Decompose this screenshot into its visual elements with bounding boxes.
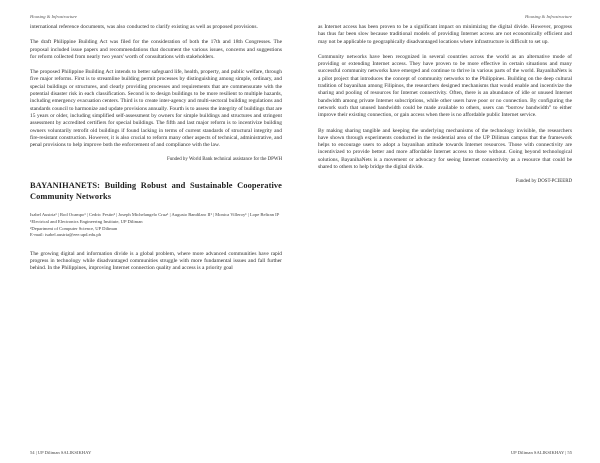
right-page-body [318, 24, 572, 171]
left-paragraph-3: The proposed Philippine Building Act intends to better safeguard life, health, property, and public welfare, through five major reforms. First is to streamline building permit processes by distinguishing among simple, ordinary, and special buildings or structures, and clearly providing processes and requirements that are commensurate with the potential disaster risk in each classification. Second is to design buildings to be more resilient to multiple hazards, including emergency evacuation centers. Third is to create inter-agency and multi-sectoral building regulations and standards council to harmonize and update provisions annually. Fourth is to assess the integrity of buildings that are 15 years or older, including simplified self-assessment by owners for simple buildings and structures and stringent assessment by accredited certifiers for special buildings. The fifth and last major reform is to incentivize building owners voluntarily retrofit old buildings if found lacking in terms of current standards of structural integrity and fire-resistant construction. However, it is also crucial to reform many other aspects of technical, administrative, and penal provisions to help improve both the enforcement of and compliance with the law. [30, 69, 282, 149]
running-head-right: Housing & Infrastructure [524, 14, 572, 19]
right-page [300, 0, 600, 463]
running-head-left: Housing & Infrastructure [30, 14, 78, 19]
article-title: BAYANIHANETS: Building Robust and Sustainable Cooperative Community Networks [30, 181, 282, 202]
right-paragraph-2: Community networks have been recognized in several countries across the world as an alternative mode of providing or extending Internet access. They have proven to be more effective in certain situations and many successful community networks have emerged and continue to thrive in various parts of the world. BayanihaNets is a pilot project that introduces the concept of community networks to the Philippines. Building on the deep cultural tradition of bayanihan among Filipinos, the researchers designed mechanisms that would enable and incentivize the sharing and pooling of resources for Internet connectivity. Often, there is an abundance of idle or unused Internet bandwidth among private Internet subscriptions, while other users have poor or no connection. By configuring the network such that unused bandwidth could be made available to others, users can “borrow bandwidth” to either improve their existing connection, or gain access when there is no affordable public Internet service. [318, 53, 572, 119]
left-paragraph-1: international reference documents, was also conducted to clarify existing as well as proposed provisions. [30, 24, 258, 30]
byline-authors: Isabel Austria¹ | Rod Ocampo¹ | Cedric Festin² | Joseph Michelangelo Cruz¹ | Augusto Bandilaro II¹ | Monica Villeroy¹ | Lope Beltran II¹ [30, 212, 280, 218]
left-page-body [30, 24, 282, 149]
left-paragraph-2: The draft Philippine Building Act was filed for the consideration of both the 17th and 18th Congresses. The proposal included issue papers and recommendations that document the various issues, concerns and suggestions for reform collected from nearly two years' worth of consultations with stakeholders. [30, 39, 282, 60]
right-paragraph-3: By making sharing tangible and keeping the underlying mechanisms of the technology invisible, the researchers have shown through experiments conducted in the residential area of the UP Diliman campus that the framework helps to encourage users to adopt a bayanihan attitude towards Internet resources. Those with connectivity are incentivized to provide better and more affordable Internet access to those without. Going beyond technological solutions, BayanihaNets is a movement or advocacy for seeing Internet connectivity as a resource that could be shared to others to help bridge the digital divide. [318, 127, 572, 171]
funding-note-left: Funded by World Bank technical assistance for the DPWH [167, 157, 282, 163]
funding-note-right: Funded by DOST-PCIEERD [515, 179, 572, 185]
byline-affiliation-2: ²Department of Computer Science, UP Diliman [30, 225, 118, 231]
byline-email: E-mail: isabel.austria@eee.upd.edu.ph [30, 232, 101, 238]
article-intro [30, 251, 282, 273]
article-byline [30, 212, 282, 238]
page-footer-left: 54 | UP Diliman SALIKSIKHAY [30, 450, 92, 455]
byline-affiliation-1: ¹Electrical and Electronics Engineering Institute, UP Diliman [30, 219, 143, 225]
right-paragraph-1: as Internet access has been proven to be a significant impact on minimizing the digital divide. However, progress has thus far been slow because traditional models of providing Internet access are not economically efficient and may not be applicable to geographically disadvantaged locations where infrastructure is difficult to set up. [318, 24, 572, 45]
article-intro-paragraph: The growing digital and information divide is a global problem, where more advanced communities have rapid progress in technology while disadvantaged communities struggle with more fundamental issues and fall further behind. In the Philippines, improving Internet connection quality and access is a priority goal [30, 250, 282, 272]
page-footer-right: UP Diliman SALIKSIKHAY | 55 [510, 450, 572, 455]
